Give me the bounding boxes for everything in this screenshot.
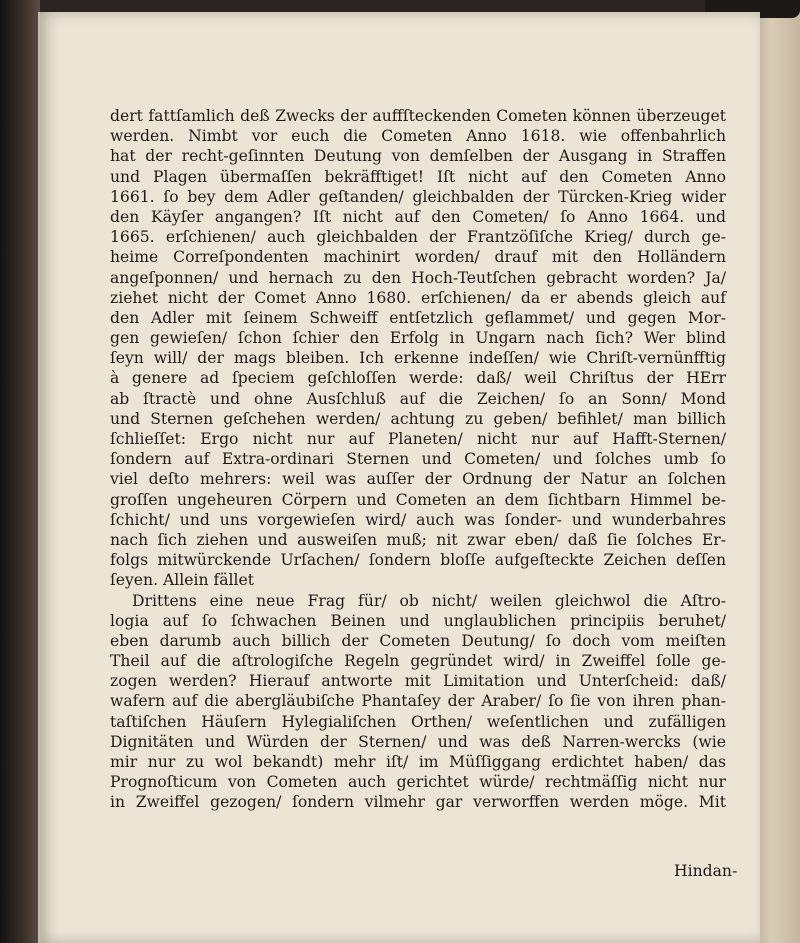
text-line: ſeyn will/ der mags bleiben. Ich erkenne indeſſen/ wie Chriſt-vernünfftig [110, 349, 726, 368]
text-line: logia auf ſo ſchwachen Beinen und unglaublichen principiis beruhet/ [110, 611, 726, 630]
text-line: hat der recht-geſinnten Deutung von demſelben der Ausgang in Straffen [110, 147, 726, 166]
text-line: Theil auf die aſtrologiſche Regeln gegründet wird/ in Zweiffel ſolle ge- [110, 652, 726, 671]
text-line: heime Correſpondenten machinirt worden/ drauf mit den Holländern [110, 248, 726, 267]
text-line: in Zweiffel gezogen/ ſondern vilmehr gar verworffen werden möge. Mit [110, 793, 726, 812]
text-line: Drittens eine neue Frag für/ ob nicht/ weilen gleichwol die Aſtro- [132, 591, 726, 610]
text-line: ſchicht/ und uns vorgewieſen wird/ auch was ſonder- und wunderbahres [110, 510, 726, 529]
text-line: wafern auf die abergläubiſche Phantaſey der Araber/ ſo ſie von ihren phan- [110, 692, 726, 711]
text-line: groſſen ungeheuren Cörpern und Cometen an dem ſichtbarn Himmel be- [110, 490, 726, 509]
text-line: Prognoſticum von Cometen auch gerichtet würde/ rechtmäſſig nicht nur [110, 773, 726, 792]
text-line: werden. Nimbt vor euch die Cometen Anno 1618. wie offenbahrlich [110, 127, 726, 146]
text-line: 1665. erſchienen/ auch gleichbalden der Frantzöſiſche Krieg/ durch ge- [110, 228, 726, 247]
text-line: gen gewieſen/ ſchon ſchier den Erfolg in Ungarn nach ſich? Wer blind [110, 329, 726, 348]
text-line: und Sternen geſchehen werden/ achtung zu geben/ befihlet/ man billich [110, 409, 726, 428]
text-line: taſtiſchen Häuſern Hylegialiſchen Orthen/ weſentlichen und zufälligen [110, 712, 726, 731]
text-line: ſondern auf Extra-ordinari Sternen und Cometen/ und ſolches umb ſo [110, 450, 726, 469]
text-line: den Adler mit ſeinem Schweiff entſetzlich geflammet/ und gegen Mor- [110, 308, 726, 327]
text-line: den Käyſer angangen? Iſt nicht auf den Cometen/ ſo Anno 1664. und [110, 207, 726, 226]
text-line: angeſponnen/ und hernach zu den Hoch-Teutſchen gebracht worden? Ja/ [110, 268, 726, 287]
text-line: mir nur zu wol bekandt) mehr iſt/ im Müſſiggang erdichtet haben/ das [110, 753, 726, 771]
text-line: viel deſto mehrers: weil was auſſer der Ordnung der Natur an ſolchen [110, 470, 726, 489]
text-line: nach ſich ziehen und ausweiſen muß; nit zwar eben/ daß ſie ſolches Er- [110, 530, 726, 549]
body-text [110, 106, 726, 813]
text-line: ſeyen. Allein fället [110, 571, 254, 590]
text-line: folgs mitwürckende Urſachen/ ſondern bloſſe aufgeſteckte Zeichen deſſen [110, 551, 726, 570]
text-line: und Plagen übermaſſen bekräfftiget! Iſt nicht auf den Cometen Anno [110, 167, 726, 186]
text-line: ab ſtractè und ohne Ausſchluß auf die Zeichen/ ſo an Sonn/ Mond [110, 389, 726, 408]
text-line: eben darumb auch billich der Cometen Deutung/ ſo doch vom meiſten [110, 631, 726, 650]
text-line: à genere ad ſpeciem geſchloſſen werde: daß/ weil Chriſtus der HErr [110, 369, 726, 388]
catchword: Hindan- [674, 862, 738, 880]
text-line: zogen werden? Hierauf antworte mit Limitation und Unterſcheid: daß/ [110, 672, 726, 691]
text-line: ſchlieſſet: Ergo nicht nur auf Planeten/ nicht nur auf Hafft-Sternen/ [110, 430, 726, 448]
text-line: Dignitäten und Würden der Sternen/ und was deß Narren-wercks (wie [110, 732, 726, 751]
book-binding [0, 0, 40, 943]
text-line: 1661. ſo bey dem Adler geſtanden/ gleichbalden der Türcken-Krieg wider [110, 187, 726, 206]
text-line: ziehet nicht der Comet Anno 1680. erſchienen/ da er abends gleich auf [110, 288, 726, 307]
text-line: dert fattſamlich deß Zwecks der auffſteckenden Cometen können überzeuget [110, 107, 726, 125]
